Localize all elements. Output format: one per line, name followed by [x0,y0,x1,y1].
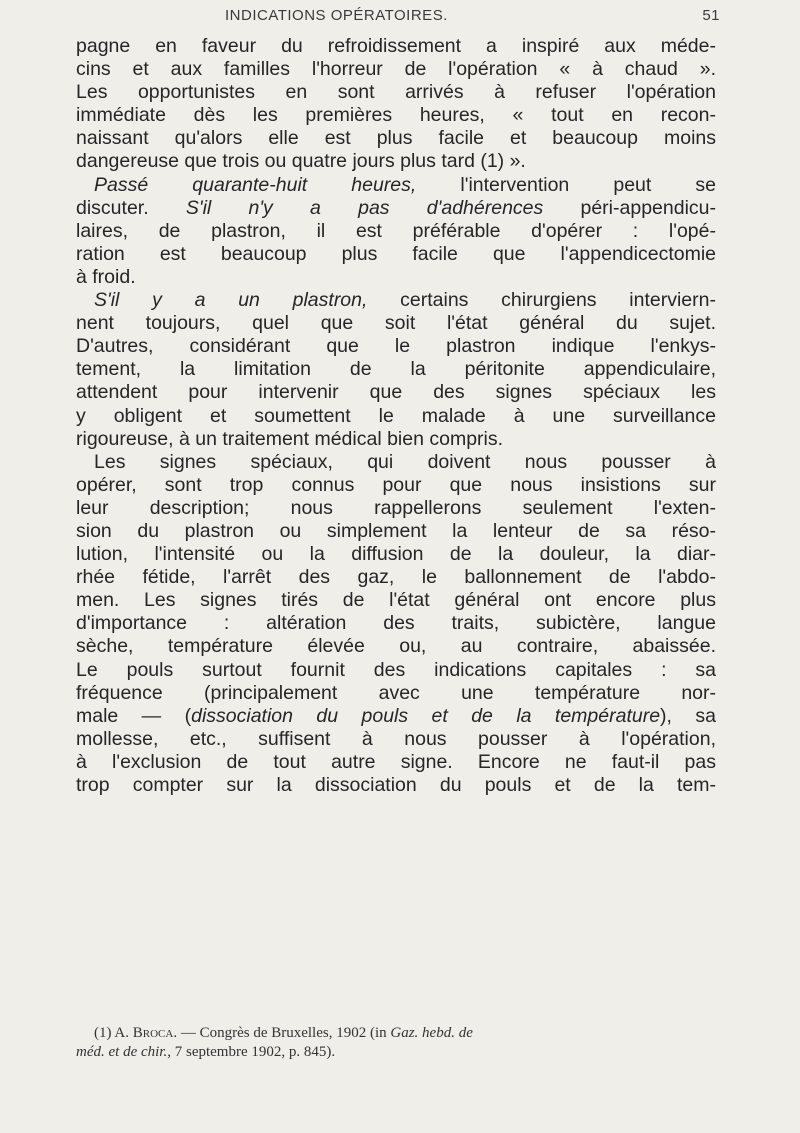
text-line: rigoureuse, à un traitement médical bien compris. [76,427,504,450]
text-span: (1) A. [94,1025,133,1041]
text-span: . — Congrès de Bruxelles, 1902 (in [173,1025,391,1041]
italic-span: S'il y a un plastron, [94,289,368,312]
journal-title: Gaz. hebd. de [390,1025,473,1041]
footnote-line [76,1043,716,1062]
text-line: Les signes spéciaux, qui doivent nous pousser à [94,450,716,473]
text-line [76,174,716,197]
text-line: trop compter sur la dissociation du pouls et de la tem- [76,774,716,796]
text-line: mollesse, etc., suffisent à nous pousser à l'opération, [76,727,716,750]
text-line: Le pouls surtout fournit des indications capitales : sa [76,658,716,681]
page-number: 51 [702,7,720,24]
footnote-line [76,1024,716,1043]
italic-span: Passé quarante-huit heures, [94,173,417,196]
text-line: pagne en faveur du refroidissement a inspiré aux méde- [76,35,716,57]
text-line: sèche, température élevée ou, au contraire, abaissée. [76,635,716,658]
text-line: d'importance : altération des traits, subictère, langue [76,612,716,635]
author-name: Broca [132,1025,174,1041]
italic-span: S'il n'y a pas d'adhérences [185,196,544,219]
text-line: cins et aux familles l'horreur de l'opération « à chaud ». [76,58,716,81]
footnote [76,1024,716,1062]
text-line: rhée fétide, l'arrêt des gaz, le ballonnement de l'abdo- [76,566,716,589]
text-line: opérer, sont trop connus pour que nous insistions sur [76,473,716,496]
body-text [76,35,716,797]
text-line [76,197,716,220]
text-line: D'autres, considérant que le plastron indique l'enkys- [76,335,716,358]
text-line: tement, la limitation de la péritonite appendiculaire, [76,358,716,381]
text-line: fréquence (principalement avec une température nor- [76,681,716,704]
text-line: leur description; nous rappellerons seulement l'exten- [76,496,716,519]
text-line: naissant qu'alors elle est plus facile et beaucoup moins [76,127,716,150]
page-header [80,7,720,33]
text-span: péri-appendicu- [543,196,716,219]
text-line: attendent pour intervenir que des signes spéciaux les [76,381,716,404]
text-line: à froid. [76,265,136,288]
text-line: nent toujours, quel que soit l'état général du sujet. [76,312,716,335]
text-span: certains chirurgiens interviern- [367,289,716,312]
text-span: discuter. [76,196,186,219]
text-line: men. Les signes tirés de l'état général ont encore plus [76,589,716,612]
text-line: à l'exclusion de tout autre signe. Encore ne faut-il pas [76,750,716,773]
text-line: sion du plastron ou simplement la lenteur de sa réso- [76,519,716,542]
text-line: immédiate dès les premières heures, « tout en recon- [76,104,716,127]
running-title: INDICATIONS OPÉRATOIRES. [225,7,448,24]
text-span: male — ( [76,704,192,727]
text-line [76,705,716,728]
journal-title: méd. et de chir. [76,1044,168,1060]
text-span: ), sa [660,704,716,727]
text-span: l'intervention peut se [416,173,716,196]
italic-span: dissociation du pouls et de la température [191,704,661,727]
text-line: lution, l'intensité ou la diffusion de la douleur, la diar- [76,543,716,566]
text-line: y obligent et soumettent le malade à une surveillance [76,404,716,427]
text-line: Les opportunistes en sont arrivés à refuser l'opération [76,81,716,104]
text-line [76,289,716,312]
text-span: , 7 septembre 1902, p. 845). [167,1044,336,1060]
text-line: ration est beaucoup plus facile que l'appendicectomie [76,242,716,265]
text-line: laires, de plastron, il est préférable d'opérer : l'opé- [76,219,716,242]
text-line: dangereuse que trois ou quatre jours plus tard (1) ». [76,150,526,173]
